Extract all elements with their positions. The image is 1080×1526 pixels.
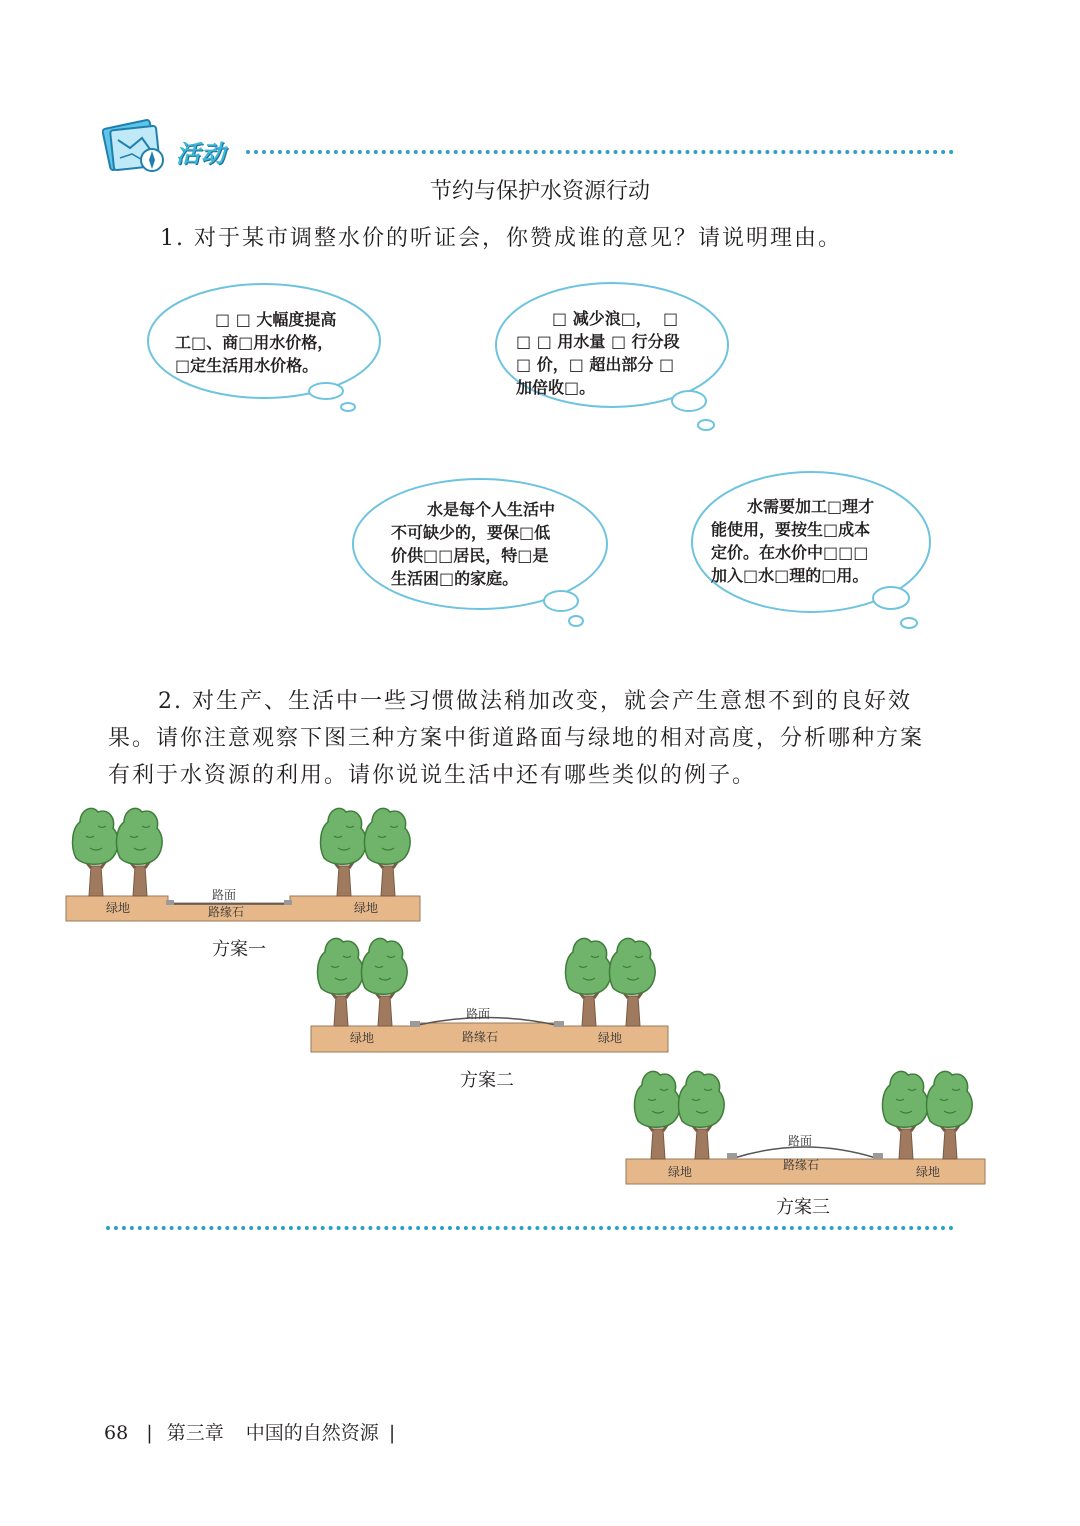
green-label-1b: 绿地 <box>353 901 379 915</box>
plan-2-diagram <box>311 938 668 1052</box>
chapter-title: 中国的自然资源 <box>245 1422 379 1444</box>
page-title: 节约与保护水资源行动 <box>429 179 650 204</box>
plan-1-caption: 方案一 <box>212 939 266 960</box>
plan-3-diagram <box>626 1071 985 1184</box>
opinion-bubble-2: □ 减少浪□， □ □ □ 用水量 □ 行分段 □ 价，□ 超出部分 □ 加倍收□。 <box>516 309 680 397</box>
activity-label: 活动 <box>176 140 226 168</box>
road-label-1: 路面 <box>211 888 237 902</box>
curb-label-2: 路缘石 <box>461 1030 499 1044</box>
chapter-number: 第三章 <box>166 1422 224 1444</box>
page-footer: 68 | 第三章 中国的自然资源 | <box>104 1422 396 1444</box>
question-1: 1. 对于某市调整水价的听证会，你赞成谁的意见？请说明理由。 <box>160 226 842 251</box>
road-label-3: 路面 <box>787 1134 813 1148</box>
opinion-bubble-1: □ □ 大幅度提高 工□、商□用水价格， □定生活用水价格。 <box>175 310 337 375</box>
curb-label-3: 路缘石 <box>782 1158 820 1172</box>
green-label-2b: 绿地 <box>597 1031 623 1045</box>
page-number: 68 <box>104 1422 129 1444</box>
curb-label-1: 路缘石 <box>207 905 245 919</box>
green-label-2a: 绿地 <box>349 1031 375 1045</box>
plan-3-caption: 方案三 <box>776 1197 830 1218</box>
plan-2-caption: 方案二 <box>460 1070 514 1091</box>
footer-divider <box>106 1226 954 1230</box>
opinion-bubble-4: 水需要加工□理才 能使用，要按生□成本 定价。在水价中□□□ 加入□水□理的□用。 <box>711 497 875 585</box>
opinion-bubble-3: 水是每个人生活中 不可缺少的，要保□低 价供□□居民，特□是 生活困□的家庭。 <box>391 500 556 588</box>
green-label-3b: 绿地 <box>915 1165 941 1179</box>
green-label-1a: 绿地 <box>105 901 131 915</box>
plan-1-diagram <box>66 808 420 921</box>
question-2: 2. 对生产、生活中一些习惯做法稍加改变，就会产生意想不到的良好效 果。请你注意观察下图三种方案中街道路面与绿地的相对高度，分析哪种方案 有利于水资源的利用。请你说说生活中还有哪些类似的例子。 <box>108 689 925 788</box>
green-label-3a: 绿地 <box>667 1165 693 1179</box>
road-label-2: 路面 <box>465 1007 491 1021</box>
